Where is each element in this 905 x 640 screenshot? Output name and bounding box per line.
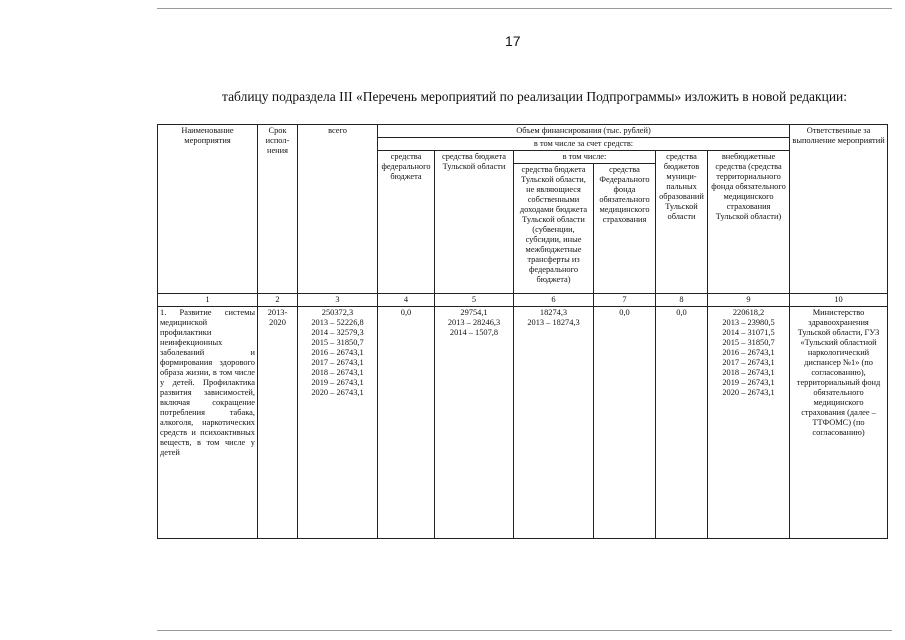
top-rule [157, 8, 892, 9]
activity-term: 2013-2020 [258, 307, 298, 539]
header-total: всего [298, 125, 378, 294]
header-federal: средства федерального бюджета [378, 151, 435, 294]
column-number: 10 [790, 294, 888, 307]
regional-amounts [435, 307, 514, 539]
section-heading: таблицу подраздела III «Перечень мероприятий по реализации Подпрограммы» изложить в новой редакции: [222, 89, 848, 104]
offbudget-year-value: 2013 – 23980,5 [722, 318, 775, 327]
column-number: 9 [708, 294, 790, 307]
offbudget-year-value: 2019 – 26743,1 [722, 378, 775, 387]
header-ffoms: средства Федерального фонда обязательного медицинского страхования [594, 164, 656, 294]
offbudget-year-value: 2017 – 26743,1 [722, 358, 775, 367]
column-number: 6 [514, 294, 594, 307]
municipal-amount: 0,0 [656, 307, 708, 539]
total-year-value: 2017 – 26743,1 [311, 358, 364, 367]
total-value: 250372,3 [321, 308, 354, 317]
regional-year-value: 2014 – 1507,8 [449, 328, 499, 337]
column-number: 1 [158, 294, 258, 307]
offbudget-year-value: 2015 – 31850,7 [722, 338, 775, 347]
table-row [158, 307, 888, 539]
header-name: Наименование мероприятия [158, 125, 258, 294]
activities-table [157, 124, 888, 539]
responsible-parties: Министерство здравоохранения Тульской области, ГУЗ «Тульский областной наркологический диспансер №1» (по согласованию), территориальный фонд обязательного медицинского страхования (далее – ТТФОМС) (по согласованию) [790, 307, 888, 539]
total-year-value: 2019 – 26743,1 [311, 378, 364, 387]
header-responsible: Ответственные за выполнение мероприятий [790, 125, 888, 294]
column-numbers-row [158, 294, 888, 307]
total-year-value: 2016 – 26743,1 [311, 348, 364, 357]
offbudget-year-value: 2018 – 26743,1 [722, 368, 775, 377]
bottom-rule [157, 630, 892, 631]
header-offbudget: внебюджетные средства (средства территориального фонда обязательного медицинского страхования Тульской области) [708, 151, 790, 294]
offbudget-year-value: 2014 – 31071,5 [722, 328, 775, 337]
offbudget-value: 220618,2 [732, 308, 765, 317]
column-number: 3 [298, 294, 378, 307]
total-amounts [298, 307, 378, 539]
total-year-value: 2018 – 26743,1 [311, 368, 364, 377]
column-number: 4 [378, 294, 435, 307]
header-regional-including: в том числе: [514, 151, 656, 164]
page-number: 17 [505, 33, 521, 49]
ffoms-amount: 0,0 [594, 307, 656, 539]
header-term: Срок испол-нения [258, 125, 298, 294]
regional-non-own-amounts [514, 307, 594, 539]
offbudget-amounts [708, 307, 790, 539]
header-regional-non-own: средства бюджета Тульской области, не являющиеся собственными доходами бюджета Тульской области (субвенции, субсидии, иные межбюджетные трансферты из федерального бюджета) [514, 164, 594, 294]
header-municipal: средства бюджетов муници-пальных образований Тульской области [656, 151, 708, 294]
total-year-value: 2014 – 32579,3 [311, 328, 364, 337]
offbudget-year-value: 2016 – 26743,1 [722, 348, 775, 357]
header-funding-group: Объем финансирования (тыс. рублей) [378, 125, 790, 138]
column-number: 7 [594, 294, 656, 307]
column-number: 8 [656, 294, 708, 307]
activity-name: 1. Развитие системы медицинской профилактики неинфекционных заболеваний и формирования здорового образа жизни, в том числе у детей. Профилактика развития зависимостей, включая сокращение потребления табака, алкоголя, наркотических средств и психоактивных веществ, в том числе у детей [158, 307, 258, 539]
column-number: 2 [258, 294, 298, 307]
total-year-value: 2013 – 52226,8 [311, 318, 364, 327]
header-regional: средства бюджета Тульской области [435, 151, 514, 294]
regional-non-own-year-value: 2013 – 18274,3 [527, 318, 580, 327]
total-year-value: 2015 – 31850,7 [311, 338, 364, 347]
header-including-sources: в том числе за счет средств: [378, 138, 790, 151]
regional-non-own-value: 18274,3 [539, 308, 568, 317]
column-number: 5 [435, 294, 514, 307]
offbudget-year-value: 2020 – 26743,1 [722, 388, 775, 397]
regional-year-value: 2013 – 28246,3 [447, 318, 501, 327]
federal-amount: 0,0 [378, 307, 435, 539]
regional-value: 29754,1 [460, 308, 488, 317]
total-year-value: 2020 – 26743,1 [311, 388, 364, 397]
